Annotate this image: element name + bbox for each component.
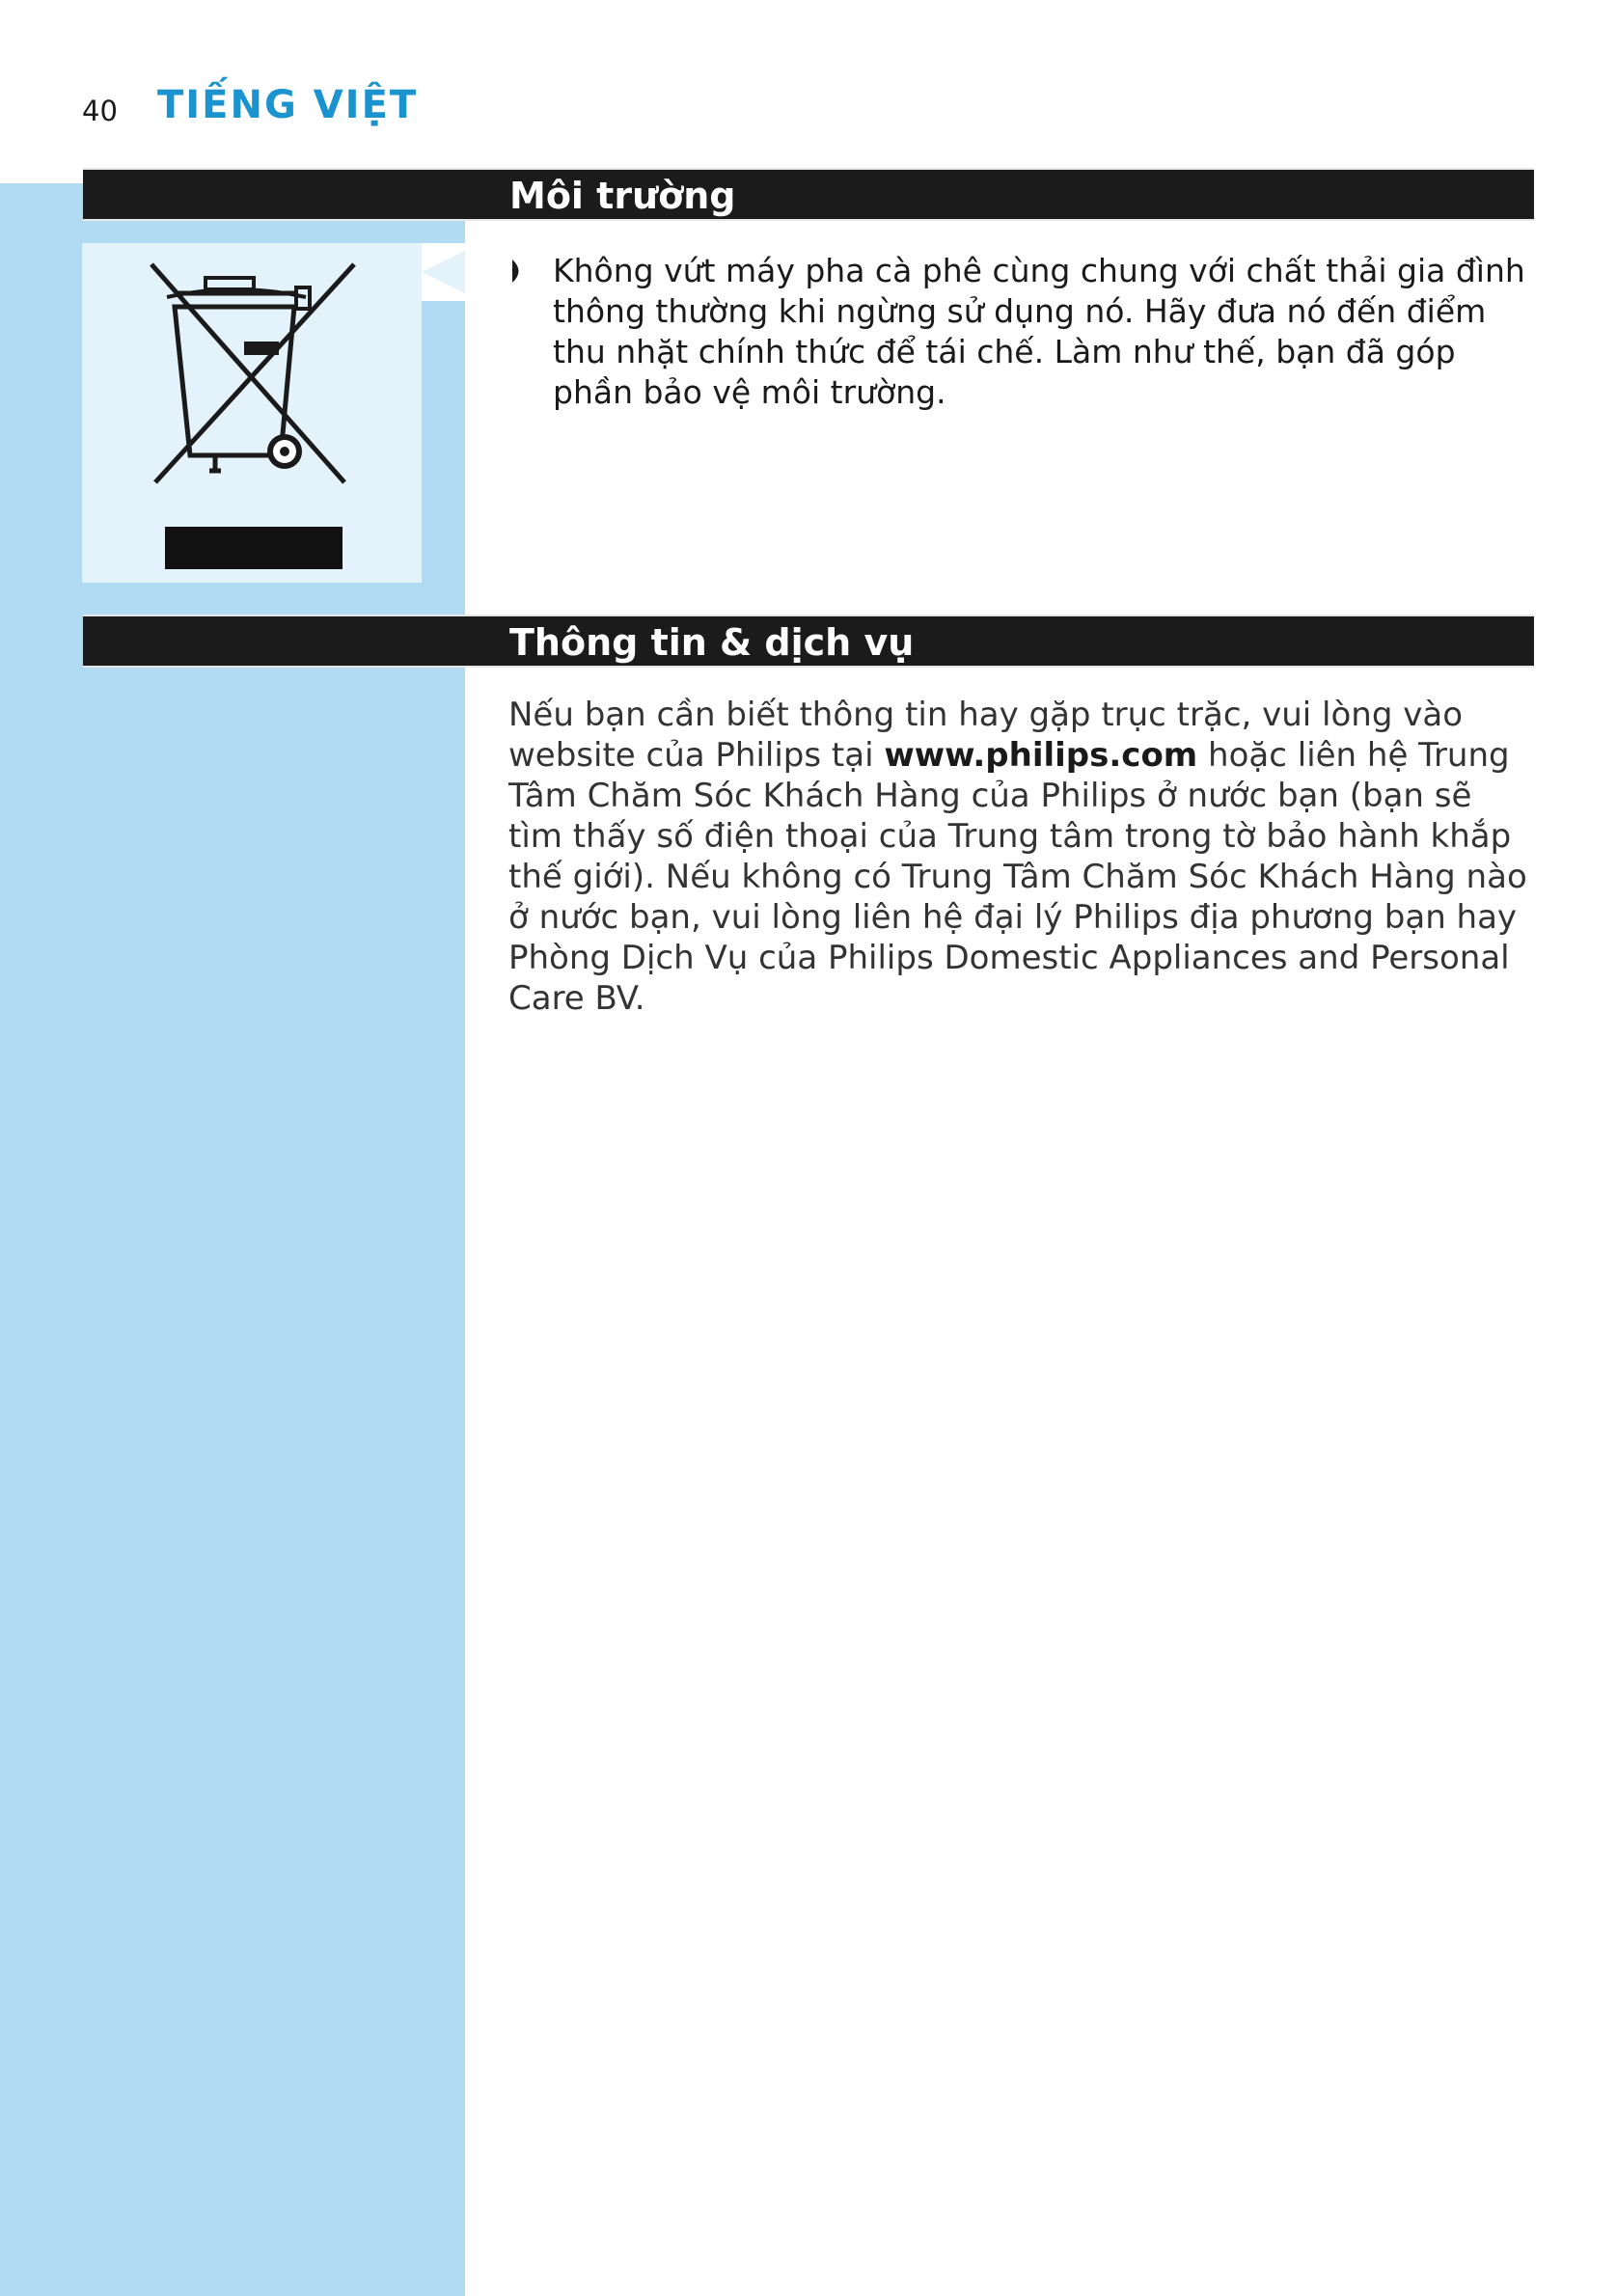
callout-pointer-icon — [422, 243, 465, 301]
info-text-end: hoặc liên hệ Trung Tâm Chăm Sóc Khách Hàng của Philips ở nước bạn (bạn sẽ tìm thấy số điện thoại của Trung tâm trong tờ bảo hành khắp thế giới). Nếu không có Trung Tâm Chăm Sóc Khách Hàng nào ở nước bạn, vui lòng liên hệ đại lý Philips địa phương bạn hay Phòng Dịch Vụ của Philips Domestic Appliances and Personal Care BV. — [508, 736, 1527, 1018]
section-bar-info-service — [83, 615, 1534, 668]
environment-bullet-list — [507, 251, 1539, 413]
section-title-environment: Môi trường — [509, 175, 736, 217]
section-bar-environment — [83, 168, 1534, 221]
crossed-out-wheelie-bin-icon — [82, 243, 422, 583]
weee-symbol-panel — [82, 243, 422, 583]
info-text-start: Nếu bạn cần biết thông tin hay gặp trục trặc, vui lòng vào website của Philips tại — [508, 696, 1464, 775]
page-number: 40 — [82, 95, 118, 127]
philips-website-link[interactable]: www.philips.com — [884, 736, 1198, 775]
info-service-paragraph — [508, 695, 1531, 1019]
list-item — [507, 251, 1539, 413]
environment-bullet-text: Không vứt máy pha cà phê cùng chung với chất thải gia đình thông thường khi ngừng sử dụng nó. Hãy đưa nó đến điểm thu nhặt chính thức để tái chế. Làm như thế, bạn đã góp phần bảo vệ môi trường. — [553, 252, 1525, 411]
section-title-info-service: Thông tin & dịch vụ — [509, 621, 915, 664]
language-heading: TIẾNG VIỆT — [157, 83, 419, 127]
bullet-arrow-icon — [510, 259, 526, 284]
